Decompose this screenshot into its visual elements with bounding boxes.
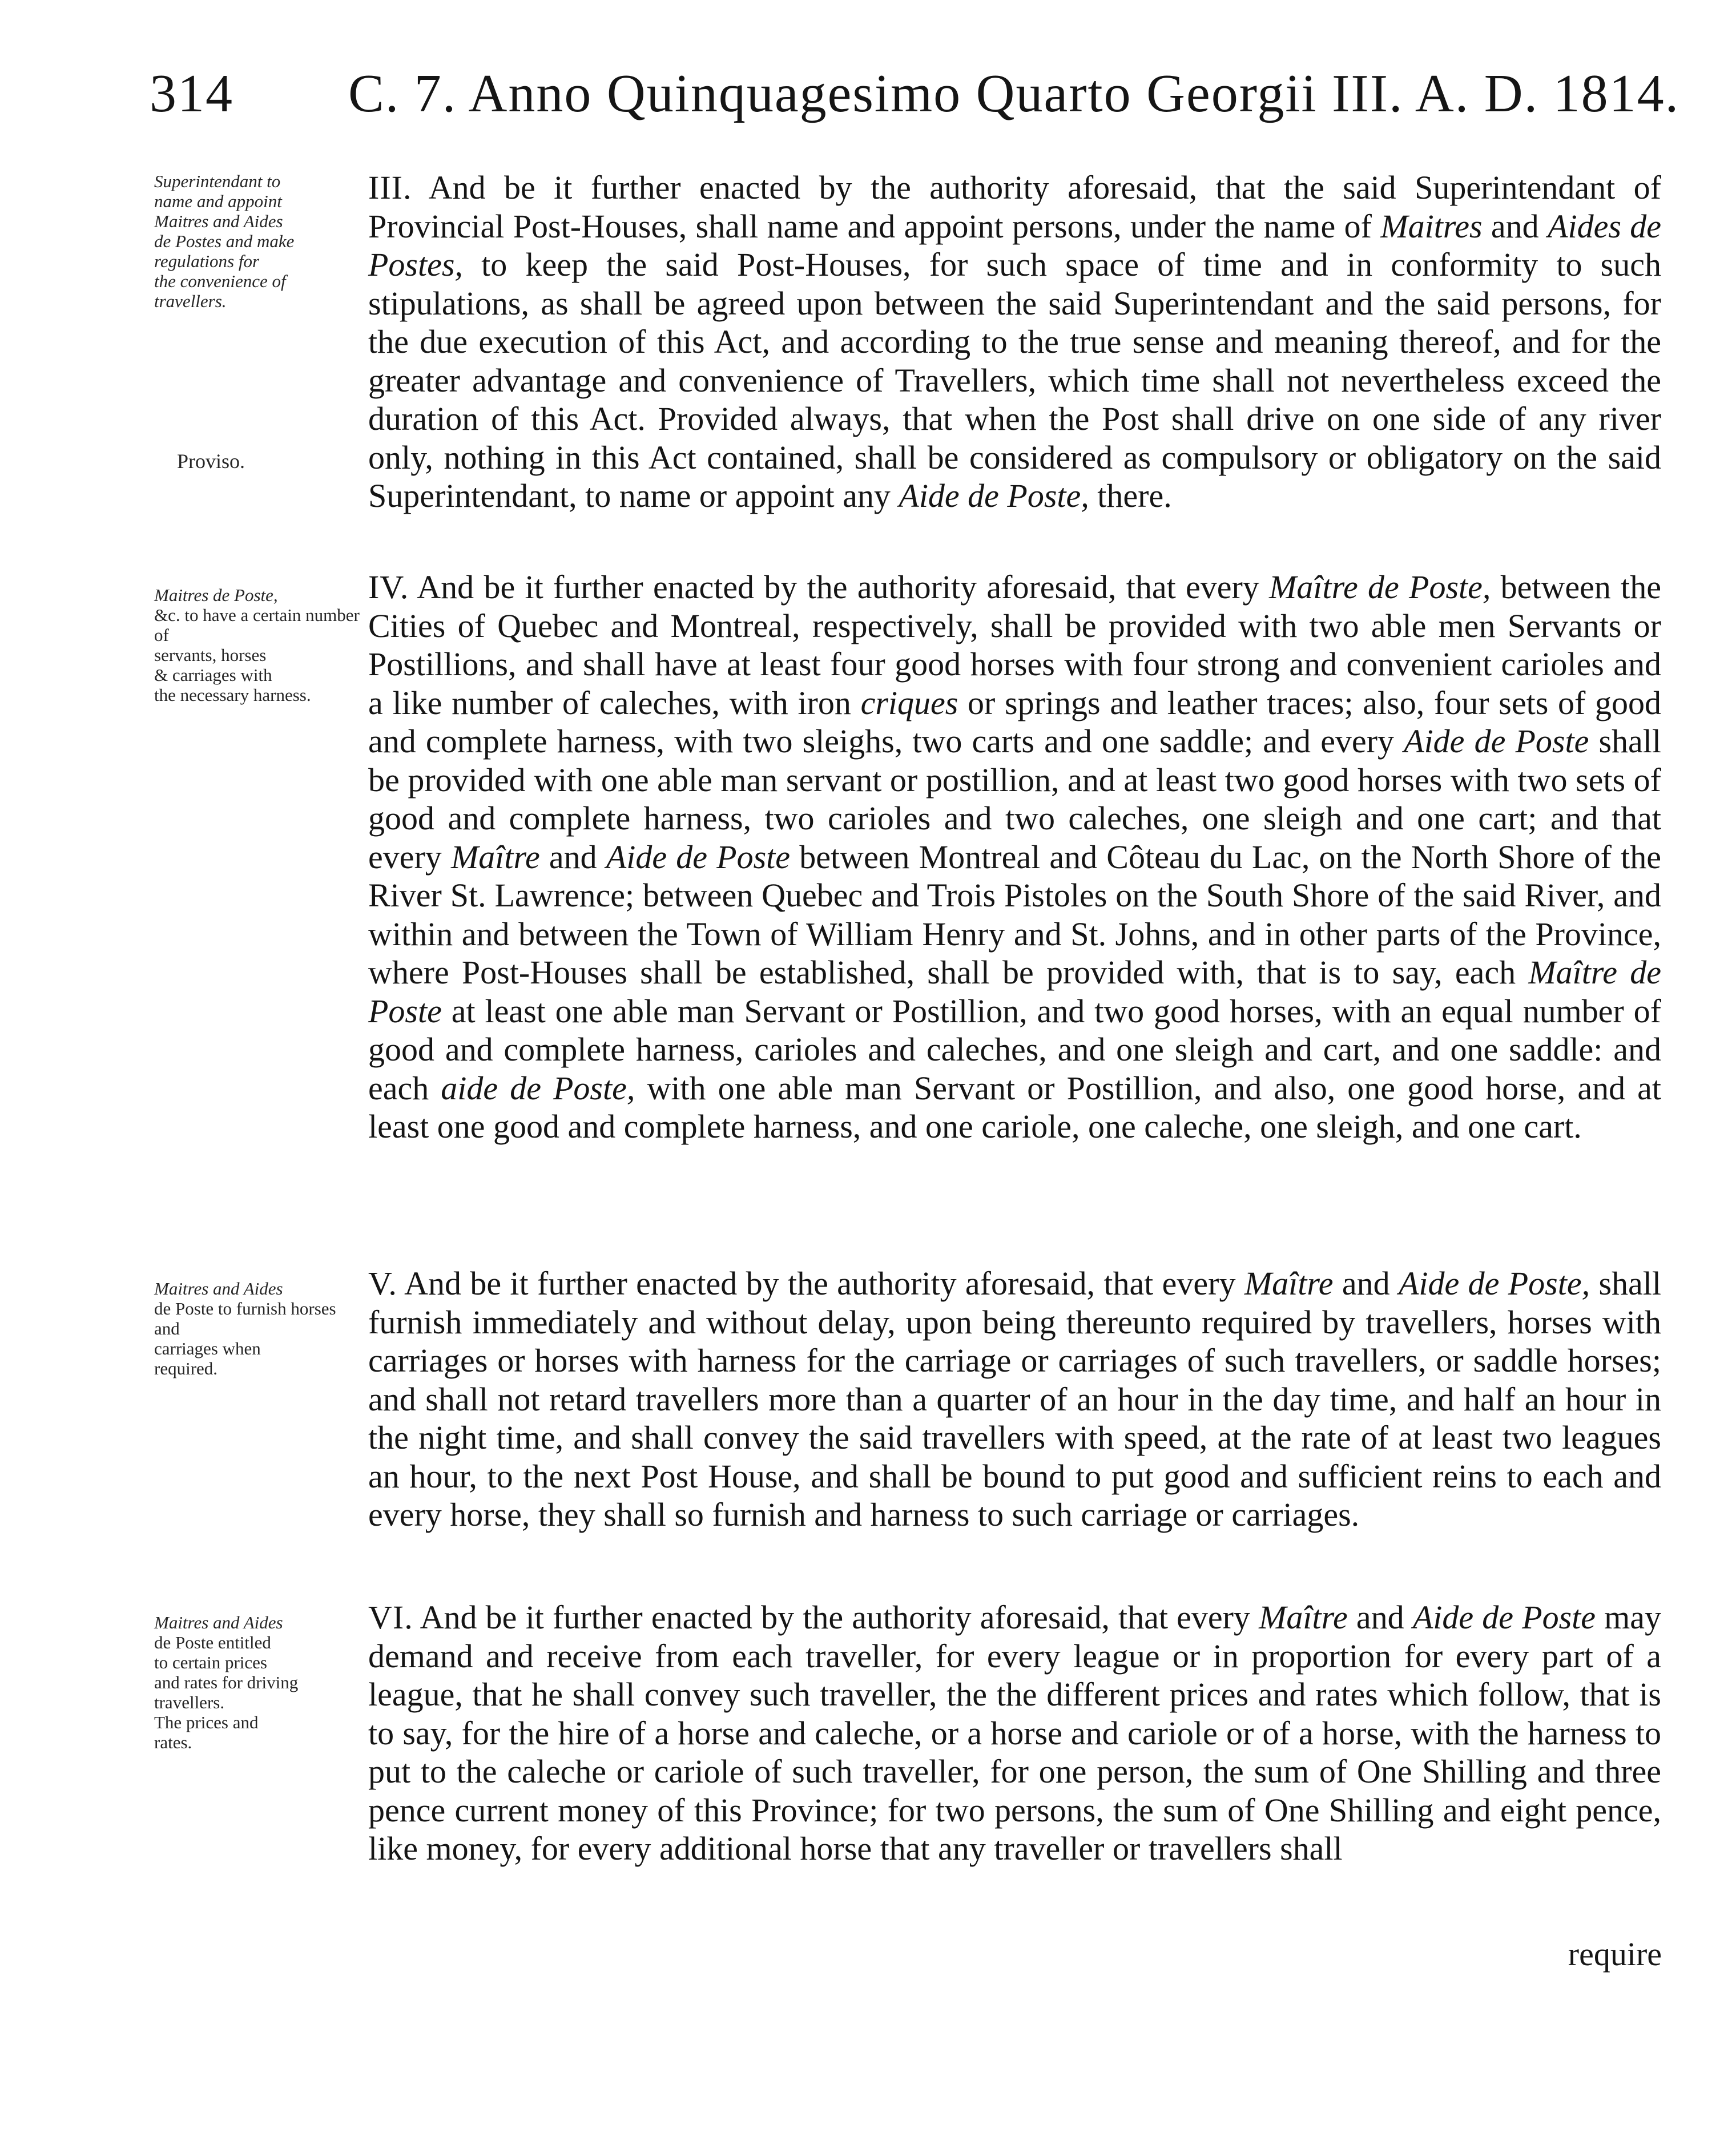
text-run: and bbox=[1347, 1599, 1413, 1636]
italic-run: Aide de Poste bbox=[1404, 723, 1589, 760]
section-body bbox=[368, 168, 1661, 515]
margin-line: de Poste entitled bbox=[154, 1632, 271, 1652]
italic-run: Aide de Poste bbox=[1412, 1599, 1596, 1636]
margin-line: the convenience of bbox=[154, 271, 286, 291]
text-run: and bbox=[1482, 207, 1548, 245]
margin-note-proviso: Proviso. bbox=[177, 450, 245, 473]
text-run: And be it further enacted by the authority aforesaid, that every bbox=[397, 1265, 1244, 1302]
margin-line: de Poste to furnish horses and bbox=[154, 1299, 336, 1338]
margin-line: carriages when bbox=[154, 1338, 261, 1358]
page-number: 314 bbox=[150, 64, 233, 123]
text-run: and bbox=[539, 838, 606, 876]
margin-line: regulations for bbox=[154, 251, 260, 271]
text-run: to keep the said Post-Houses, for such space of time and in conformity to such stipulations, as shall be agreed upon between the said Superintendant and the said persons, for the due execution of this Act, and according to the true sense and meaning thereof, and for the greater advantage and convenience of Travellers, which time shall not nevertheless exceed the duration of this Act. Provided always, that when the Post shall drive on one side of any river only, nothing in this Act contained, shall be considered as compulsory or obligatory on the said Superintendant, to name or appoint any bbox=[368, 246, 1661, 514]
italic-run: Maître bbox=[450, 838, 540, 876]
text-run: at least one able man Servant or Postillion, and two good horses, with an equal number of good and complete harness, carioles and caleches, and one sleigh and cart, and one saddle: and each bbox=[368, 992, 1661, 1107]
italic-run: Aide de Poste bbox=[606, 838, 791, 876]
section-number: III. bbox=[368, 169, 412, 206]
margin-line: Maitres de Poste, bbox=[154, 585, 278, 605]
text-run: may demand and receive from each traveller, for every league or in proportion for every part of a league, that he shall convey such traveller, the the different prices and rates which follow, that is to say, for the hire of a horse and caleche, or a horse and cariole or of a horse, with the harness to put to the caleche or cariole of such traveller, for one person, the sum of One Shilling and three pence current money of this Province; for two persons, the sum of One Shilling and eight pence, like money, for every additional horse that any traveller or travellers shall bbox=[368, 1599, 1662, 1867]
text-run: there. bbox=[1089, 477, 1172, 514]
margin-line: and rates for driving travellers. bbox=[154, 1672, 299, 1712]
margin-line: & carriages with bbox=[154, 665, 272, 685]
margin-line: required. bbox=[154, 1358, 218, 1378]
section-body bbox=[368, 1598, 1661, 1868]
margin-note-iii bbox=[154, 171, 360, 311]
italic-run: aide de Poste, bbox=[441, 1069, 635, 1107]
text-run: or springs and leather traces; also, four sets of good and complete harness, with two sleighs, two carts and one saddle; and every bbox=[368, 684, 1661, 760]
text-run: And be it further enacted by the authority aforesaid, that every bbox=[413, 1599, 1259, 1636]
margin-line: name and appoint bbox=[154, 191, 282, 211]
text-run: shall furnish immediately and without delay, upon being thereunto required by travellers, horses with carriages or horses with harness for the carriage or carriages of such travellers, or saddle horses; and shall not retard travellers more than a quarter of an hour in the day time, and half an hour in the night time, and shall convey the said travellers with speed, at the rate of at least two leagues an hour, to the next Post House, and shall be bound to put good and sufficient reins to each and every horse, they shall so furnish and harness to such carriage or carriages. bbox=[368, 1265, 1662, 1533]
margin-line: to certain prices bbox=[154, 1652, 267, 1672]
text-run: And be it further enacted by the authority aforesaid, that the said Superintendant of Provincial Post-Houses, shall name and appoint persons, under the name of bbox=[368, 169, 1661, 245]
margin-line: Maitres and Aides bbox=[154, 1279, 283, 1299]
margin-line: rates. bbox=[154, 1732, 192, 1752]
italic-run: criques bbox=[860, 684, 958, 721]
text-run: and bbox=[1333, 1265, 1399, 1302]
margin-line: travellers. bbox=[154, 291, 227, 311]
section-number: IV. bbox=[368, 568, 409, 606]
section-body bbox=[368, 1264, 1661, 1534]
margin-line: Maitres and Aides bbox=[154, 211, 283, 231]
italic-run: Maître bbox=[1259, 1599, 1348, 1636]
text-run: between the Cities of Quebec and Montreal, respectively, shall be provided with two able men Servants or Postillions, and shall have at least four good horses with four strong and convenient carioles and a like number of caleches, with iron bbox=[368, 568, 1661, 721]
section-number: VI. bbox=[368, 1599, 413, 1636]
margin-note-vi bbox=[154, 1612, 360, 1752]
text-run: shall be provided with one able man servant or postillion, and at least two good horses with two sets of good and complete harness, two carioles and two caleches, one sleigh and one cart; and that every bbox=[368, 723, 1661, 876]
section-body bbox=[368, 568, 1661, 1146]
italic-run: Maître bbox=[1244, 1265, 1334, 1302]
text-run: between Montreal and Côteau du Lac, on the North Shore of the River St. Lawrence; between Quebec and Trois Pistoles on the South Shore of the said River, and within and between the Town of William Henry and St. Johns, and in other parts of the Province, where Post-Houses shall be established, shall be provided with, that is to say, each bbox=[368, 838, 1662, 991]
text-run: And be it further enacted by the authority aforesaid, that every bbox=[409, 568, 1270, 606]
italic-run: Maître de Poste bbox=[368, 954, 1661, 1030]
italic-run: Aide de Poste, bbox=[1399, 1265, 1590, 1302]
margin-note-iv bbox=[154, 585, 360, 705]
italic-run: Maitres bbox=[1380, 207, 1483, 245]
margin-line: &c. to have a certain number of bbox=[154, 605, 360, 645]
margin-line: Maitres and Aides bbox=[154, 1612, 283, 1632]
margin-line: The prices and bbox=[154, 1712, 259, 1732]
margin-line: the necessary harness. bbox=[154, 685, 311, 705]
running-title: C. 7. Anno Quinquagesimo Quarto Georgii III. A. D. 1814. bbox=[348, 64, 1680, 123]
italic-run: Aide de Poste, bbox=[899, 477, 1089, 514]
margin-line: Superintendant to bbox=[154, 171, 281, 191]
italic-run: Aides de Postes, bbox=[368, 207, 1661, 283]
margin-line: de Postes and make bbox=[154, 231, 295, 251]
section-number: V. bbox=[368, 1265, 397, 1302]
margin-line: servants, horses bbox=[154, 645, 267, 665]
catchword: require bbox=[1568, 1936, 1662, 1973]
margin-note-v bbox=[154, 1279, 360, 1378]
text-run: with one able man Servant or Postillion, and also, one good horse, and at least one good and complete harness, and one cariole, one caleche, one sleigh, and one cart. bbox=[368, 1069, 1661, 1145]
italic-run: Maître de Poste, bbox=[1269, 568, 1491, 606]
